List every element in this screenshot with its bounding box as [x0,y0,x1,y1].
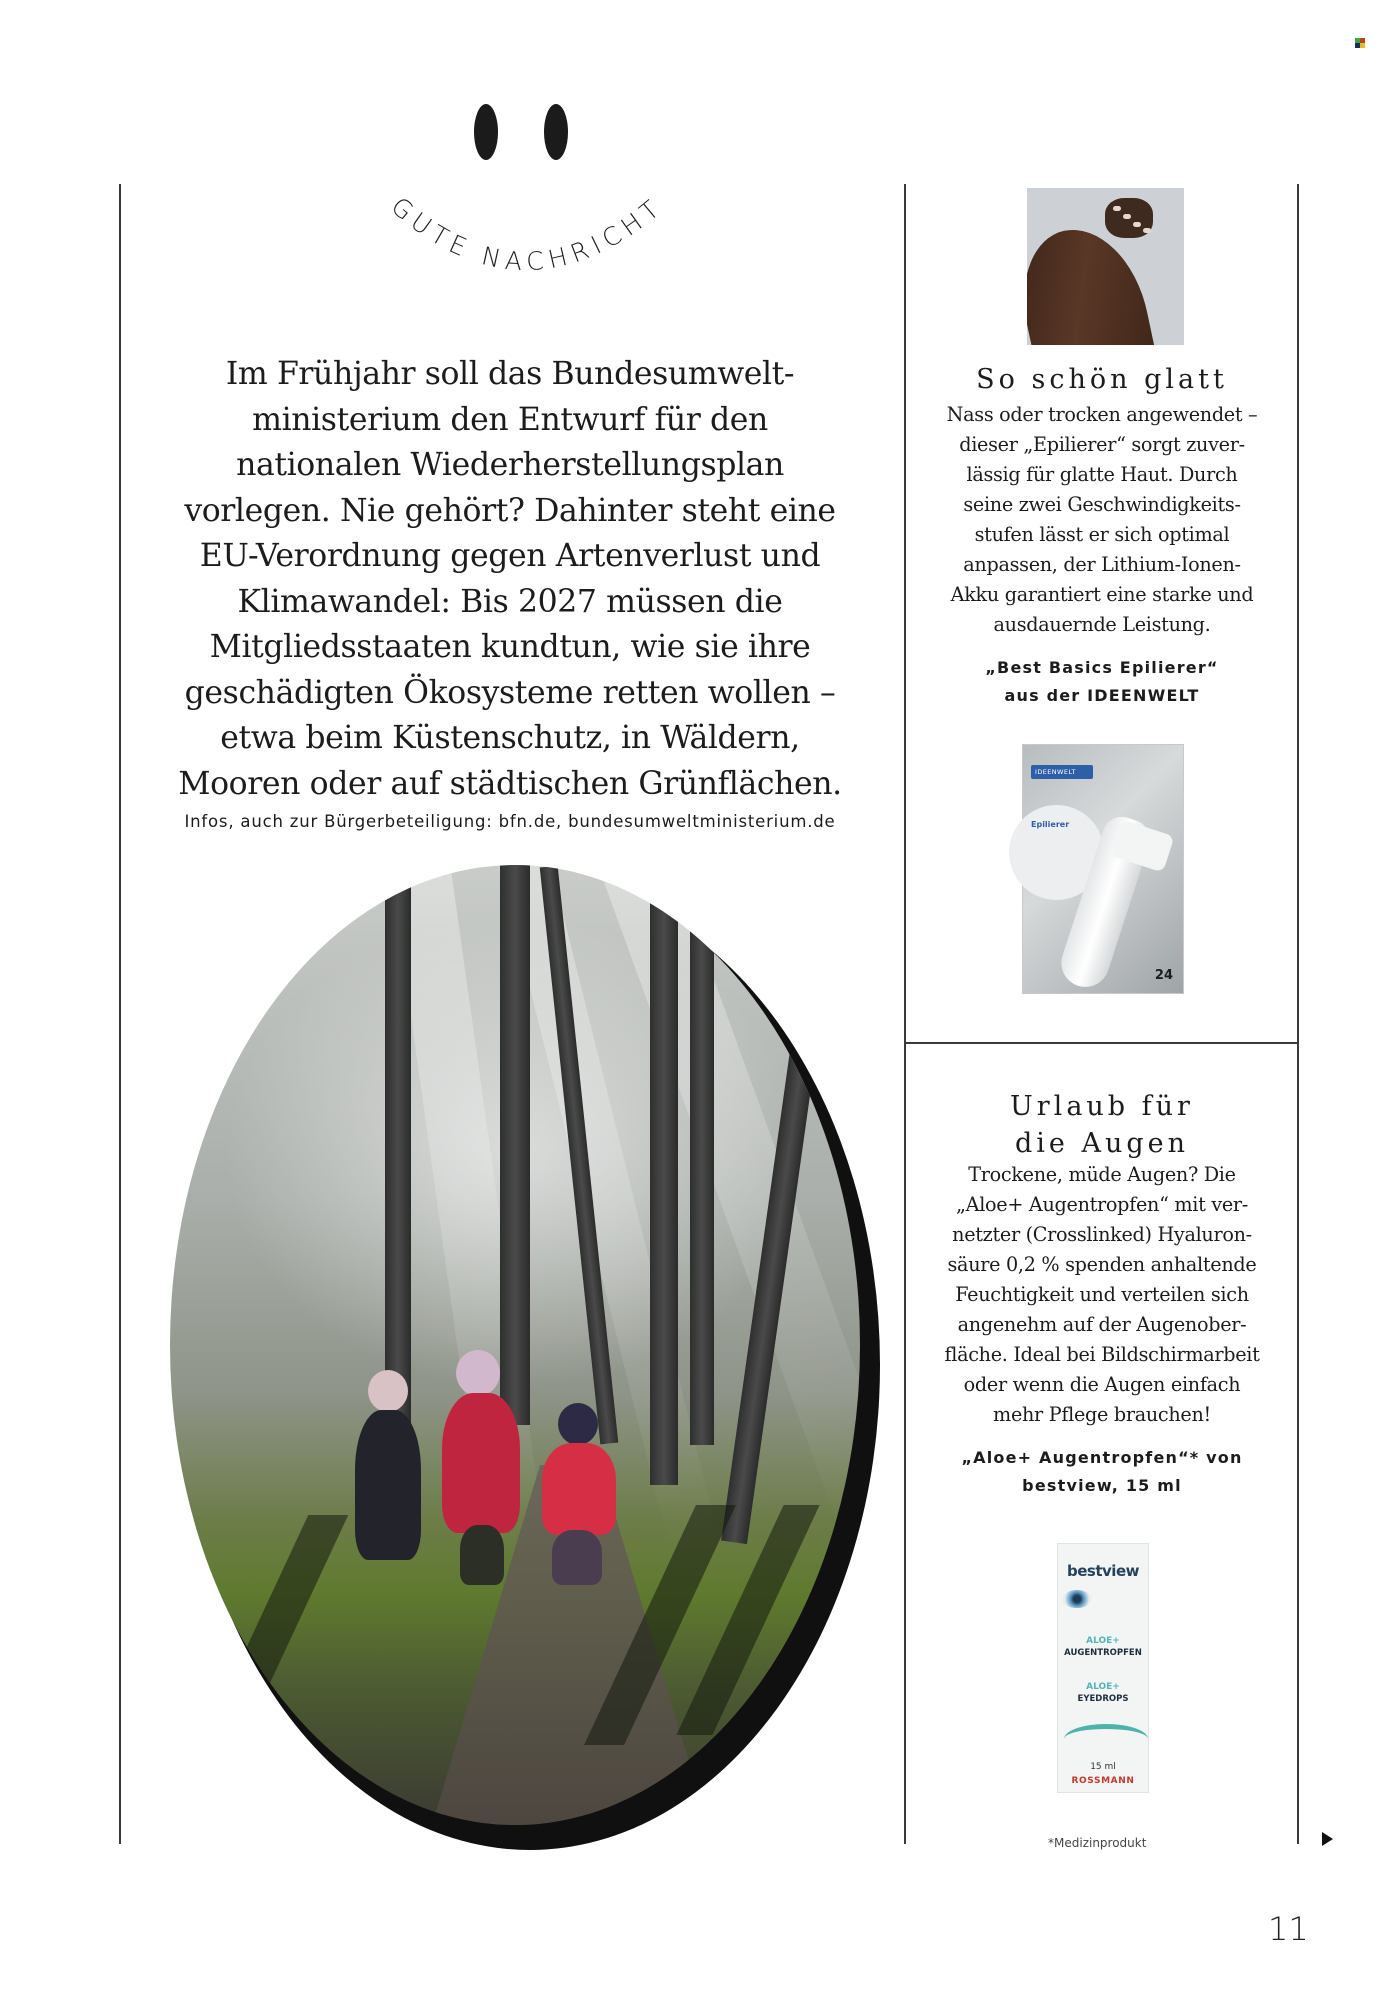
gute-nachricht-arc-label [360,180,690,330]
info-links: Infos, auch zur Bürgerbeteiligung: bfn.de, bundesumweltministerium.de [184,812,836,831]
body-line: geschädigten Ökosysteme retten wollen – [184,674,836,711]
body-line: Klimawandel: Bis 2027 müssen die [237,583,783,620]
epilator-package-image [1022,744,1184,994]
body-line: vorlegen. Nie gehört? Dahinter steht eine [184,492,836,529]
product1-caption [908,654,1296,710]
package-line: AUGENTROPFEN [1064,1648,1142,1658]
footnote: *Medizinprodukt [1048,1836,1147,1850]
body-line: seine zwei Geschwindigkeits- [963,493,1241,516]
eye-icon [1062,1590,1092,1608]
body-line: angenehm auf der Augenober- [957,1313,1247,1336]
product2-caption [908,1444,1296,1500]
child-head [558,1403,598,1445]
package-line: ALOE+ [1086,1636,1120,1646]
middle-column-rule [904,184,906,1844]
caption-line: „Best Basics Epilierer“ [985,658,1219,677]
body-line: anpassen, der Lithium-Ionen- [963,553,1241,576]
body-line: Nass oder trocken angewendet – [946,403,1258,426]
package-brand: IDEENWELT [1031,765,1093,779]
caption-line: aus der IDEENWELT [1004,686,1200,705]
smiley-right-eye-icon [544,104,568,160]
body-line: netzter (Crosslinked) Hyaluron- [952,1223,1252,1246]
child-head [368,1370,408,1412]
nail [1143,228,1151,233]
tree-shadow [192,1515,349,1765]
child-right [542,1443,616,1535]
package-retailer: ROSSMANN [1071,1776,1135,1786]
body-line: nationalen Wiederherstellungsplan [236,447,784,483]
tree-trunk [650,885,678,1485]
caption-line: bestview, 15 ml [1022,1476,1182,1495]
main-article-body [165,352,855,807]
child-right-legs [552,1530,602,1585]
sidebar-divider [905,1042,1298,1044]
right-column-rule [1297,184,1299,1844]
body-line: ministerium den Entwurf für den [252,401,768,438]
body-line: fläche. Ideal bei Bildschirmarbeit [944,1343,1260,1366]
body-line: mehr Pflege brauchen! [993,1403,1211,1426]
product1-title: So schön glatt [976,364,1228,395]
package-volume: 15 ml [1090,1762,1116,1772]
nail [1123,214,1131,219]
child-middle [442,1393,520,1533]
body-line: stufen lässt er sich optimal [974,523,1230,546]
swoosh-graphic [1064,1724,1148,1754]
package-brand: bestview [1067,1562,1139,1580]
leg-shape [1027,217,1164,345]
forest-children-photo [170,865,860,1825]
body-line: Mitgliedsstaaten kundtun, wie sie ihre [209,629,811,665]
eyedrops-package-image [1057,1543,1149,1793]
logo-square-yellow [1360,43,1365,48]
smiley-left-eye-icon [474,104,498,160]
smooth-skin-photo [1027,188,1184,345]
caption-line: „Aloe+ Augentropfen“* von [961,1448,1243,1467]
body-line: Mooren oder auf städtischen Grünflächen. [178,765,842,802]
title-line: Urlaub für [1010,1091,1194,1122]
body-line: säure 0,2 % spenden anhaltende [947,1253,1257,1276]
body-line: Trockene, müde Augen? Die [968,1163,1236,1186]
product2-body [908,1160,1296,1430]
package-line: ALOE+ [1086,1682,1120,1692]
body-line: Im Frühjahr soll das Bundesumwelt- [225,356,795,392]
child-left [355,1410,421,1560]
nail [1113,206,1121,211]
package-badge: 24 [1154,968,1173,983]
nail [1133,222,1141,227]
arc-label-text: GUTE NACHRICHT [385,191,670,277]
body-line: EU-Verordnung gegen Artenverlust und [199,538,821,574]
child-middle-legs [460,1525,504,1585]
package-line: EYEDROPS [1077,1694,1129,1704]
product2-title [908,1088,1296,1162]
body-line: lässig für glatte Haut. Durch [966,463,1238,486]
body-line: „Aloe+ Augentropfen“ mit ver- [956,1193,1248,1216]
body-line: oder wenn die Augen einfach [963,1373,1241,1396]
package-label: Epilierer [1031,820,1070,829]
next-page-arrow-icon[interactable] [1322,1832,1333,1846]
body-line: Feuchtigkeit und verteilen sich [955,1283,1249,1306]
body-line: ausdauernde Leistung. [993,613,1211,636]
corner-logo [1355,38,1365,48]
body-line: Akku garantiert eine starke und [950,583,1254,606]
tree-trunk [500,865,530,1425]
body-line: dieser „Epilierer“ sorgt zuver- [959,433,1245,456]
body-line: etwa beim Küstenschutz, in Wäldern, [220,720,800,756]
page-number: 11 [1268,1910,1309,1948]
child-head [456,1350,500,1396]
product1-body [908,400,1296,640]
title-line: die Augen [1014,1128,1190,1159]
left-column-rule [119,184,121,1844]
tree-trunk [690,905,714,1445]
